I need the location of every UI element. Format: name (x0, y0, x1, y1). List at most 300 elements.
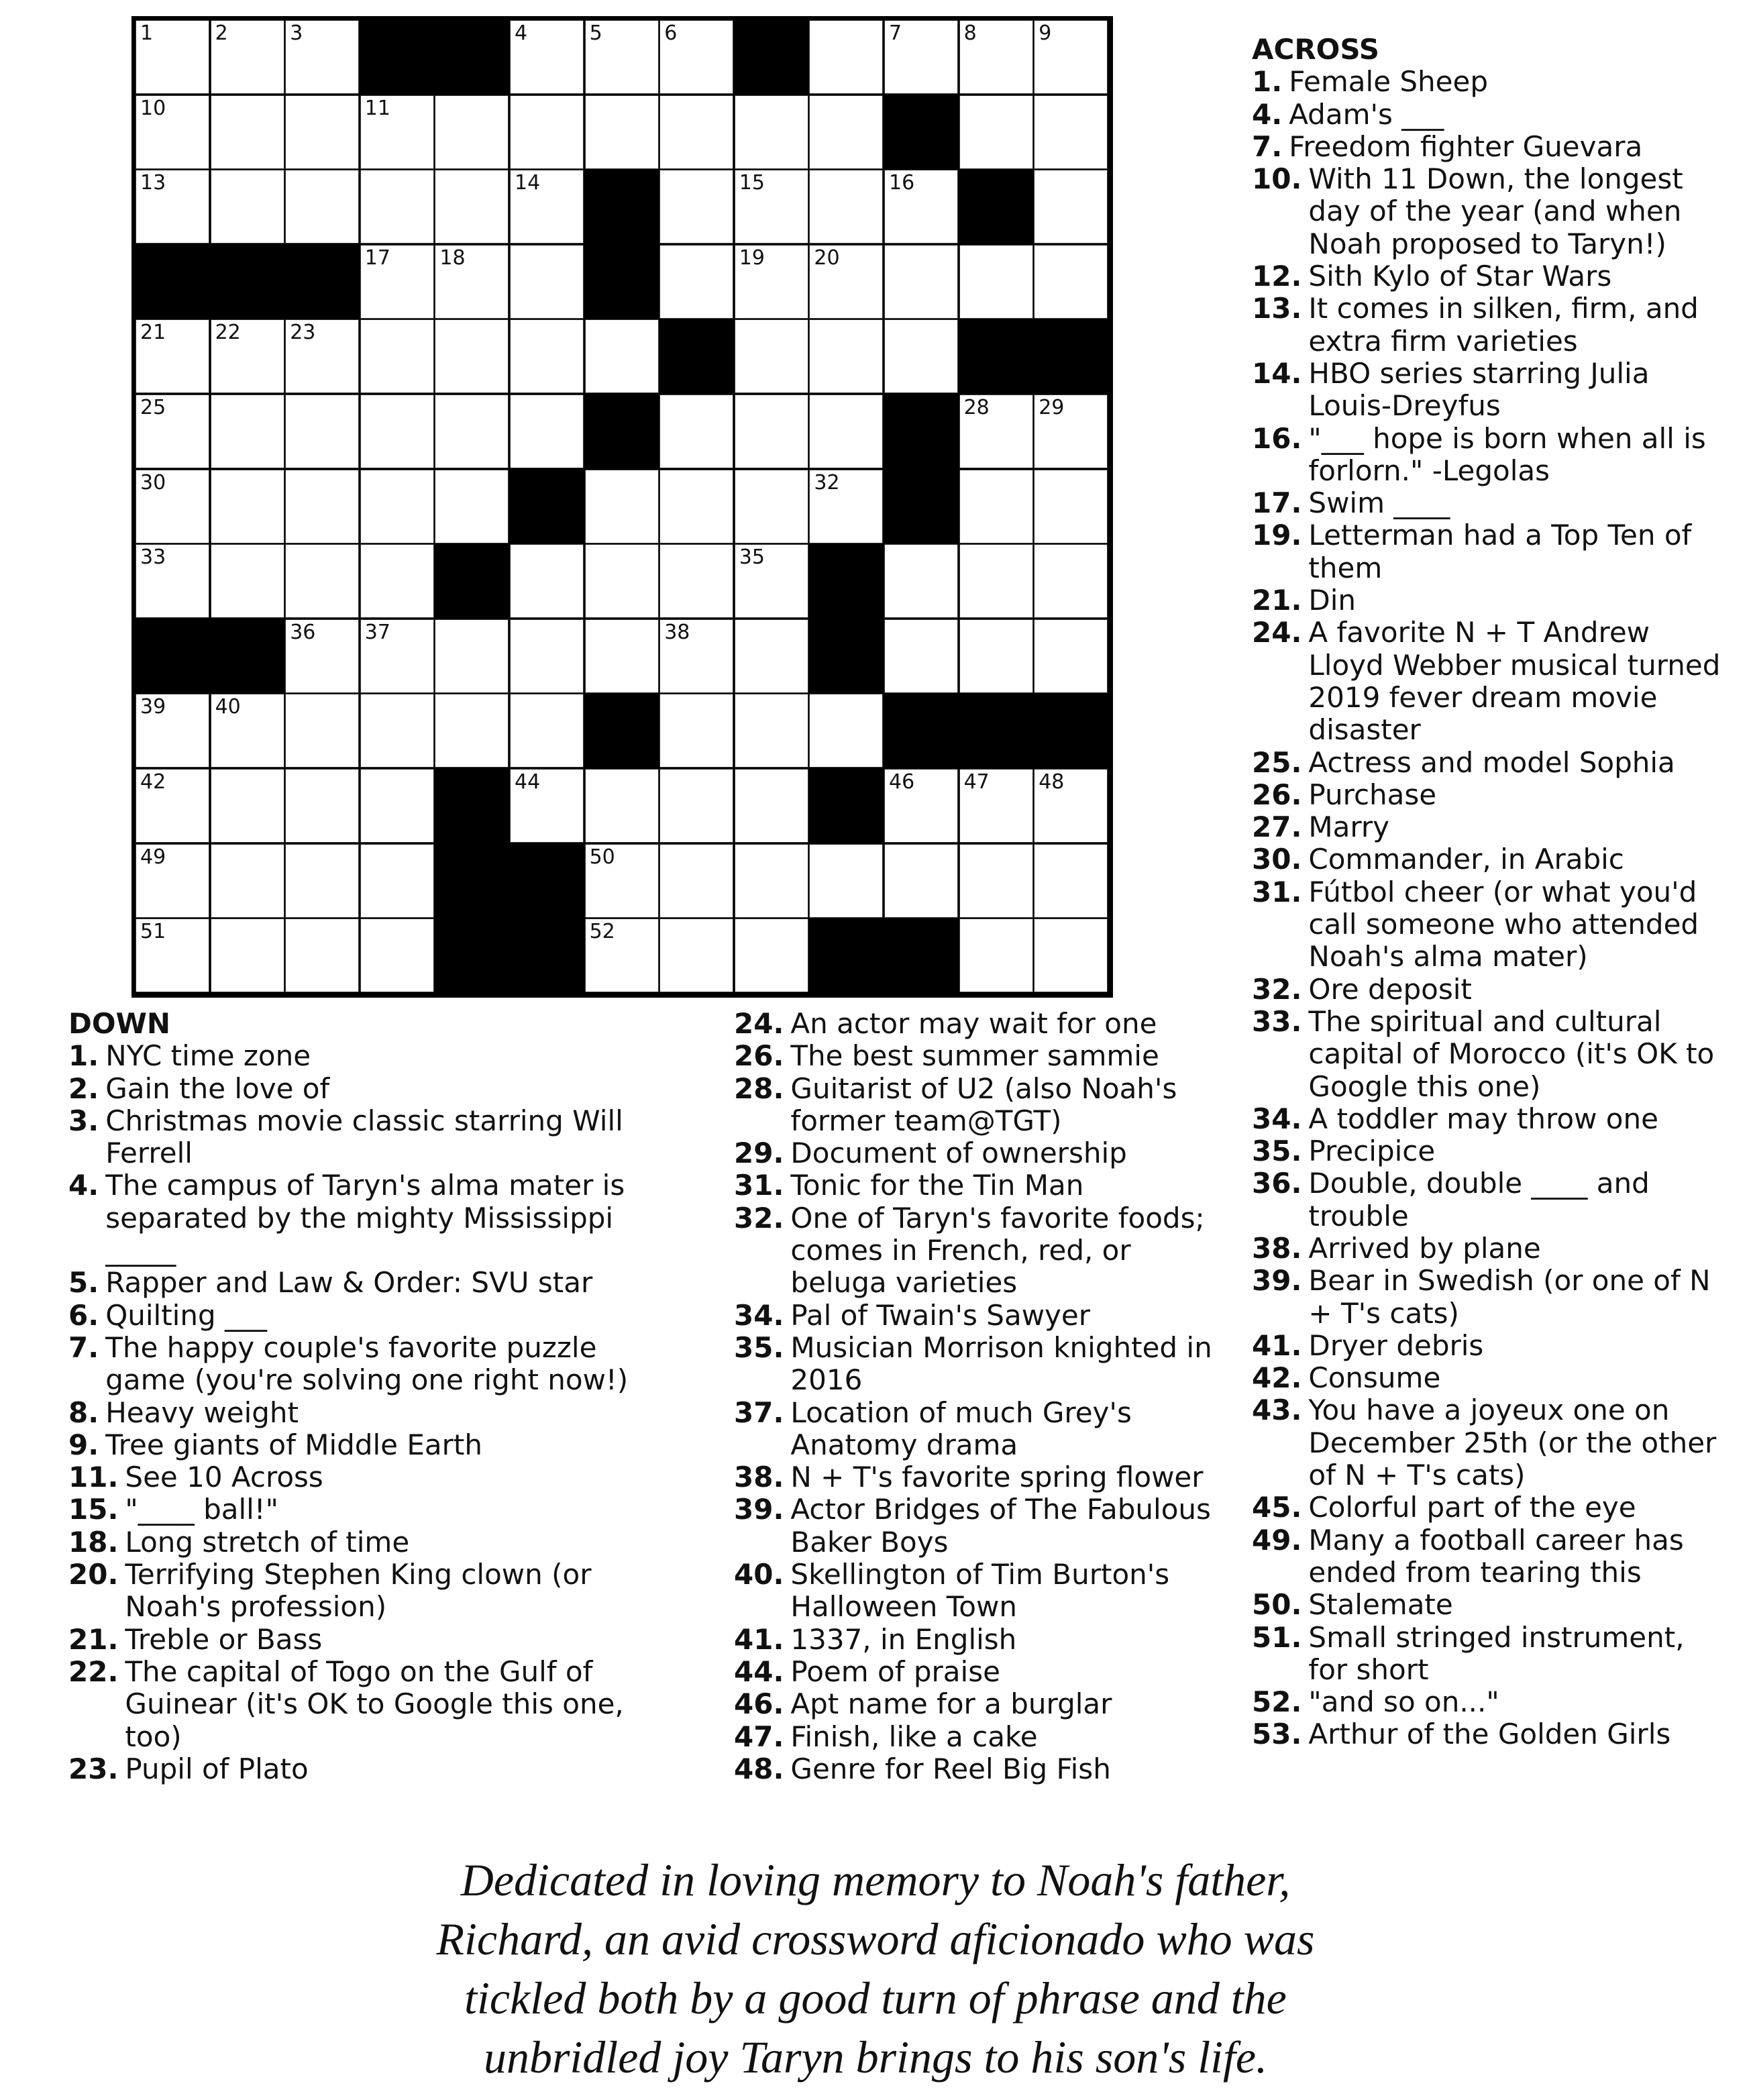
clue-item[interactable] (68, 1073, 659, 1105)
grid-cell[interactable] (1034, 245, 1108, 319)
clue-number: 2. (68, 1071, 99, 1105)
grid-cell[interactable] (360, 470, 434, 543)
across-heading: ACROSS (1252, 33, 1379, 66)
clue-item[interactable] (734, 1008, 1230, 1040)
grid-cell[interactable] (1034, 20, 1108, 94)
grid-cell[interactable] (735, 319, 808, 393)
clue-item[interactable] (1252, 1167, 1721, 1232)
grid-cell[interactable] (585, 20, 659, 94)
grid-cell[interactable] (510, 395, 584, 468)
clue-number: 14. (1252, 356, 1302, 390)
clue-text: Guitarist of U2 (also Noah's former team@TGT) (790, 1071, 1177, 1137)
grid-cell[interactable] (211, 319, 284, 393)
grid-cell[interactable] (285, 918, 359, 992)
grid-cell[interactable] (1034, 918, 1108, 992)
grid-block (435, 844, 509, 918)
clue-number: 22. (68, 1655, 119, 1688)
cell-number: 32 (814, 470, 840, 494)
grid-cell[interactable] (136, 319, 209, 393)
clue-text: Din (1308, 584, 1357, 617)
clue-item[interactable] (68, 1493, 659, 1526)
clue-number: 38. (1252, 1231, 1302, 1265)
clue-text: "____ ball!" (125, 1493, 278, 1526)
clue-item[interactable] (734, 1493, 1230, 1559)
clue-number: 32. (1252, 972, 1302, 1006)
grid-cell[interactable] (285, 769, 359, 843)
grid-cell[interactable] (585, 769, 659, 843)
grid-cell[interactable] (435, 319, 509, 393)
clue-number: 10. (1252, 162, 1302, 196)
dedication-text (201, 1850, 1550, 2087)
grid-cell[interactable] (659, 470, 733, 543)
grid-block (285, 245, 359, 319)
grid-cell[interactable] (285, 470, 359, 543)
grid-cell[interactable] (360, 918, 434, 992)
grid-cell[interactable] (510, 619, 584, 693)
clue-item[interactable] (1252, 779, 1721, 811)
clue-item[interactable] (1252, 1524, 1721, 1589)
grid-cell[interactable] (136, 918, 209, 992)
grid-cell[interactable] (211, 470, 284, 543)
clue-item[interactable] (1252, 487, 1721, 519)
clue-number: 1. (1252, 65, 1283, 99)
grid-cell[interactable] (659, 769, 733, 843)
grid-cell[interactable] (136, 395, 209, 468)
clue-text: NYC time zone (105, 1039, 311, 1073)
grid-cell[interactable] (136, 769, 209, 843)
clue-number: 15. (68, 1493, 119, 1526)
grid-cell[interactable] (211, 395, 284, 468)
grid-cell[interactable] (884, 544, 958, 618)
grid-cell[interactable] (659, 694, 733, 768)
grid-cell[interactable] (435, 95, 509, 169)
clue-item[interactable] (68, 1300, 659, 1332)
grid-cell[interactable] (1034, 95, 1108, 169)
clue-text: Fútbol cheer (or what you'd call someone who attended Noah's alma mater) (1308, 875, 1699, 974)
clue-number: 44. (734, 1655, 784, 1688)
clue-number: 12. (1252, 260, 1302, 293)
grid-cell[interactable] (360, 619, 434, 693)
grid-cell[interactable] (1034, 619, 1108, 693)
grid-block (211, 245, 284, 319)
grid-cell[interactable] (809, 245, 883, 319)
cell-number: 33 (140, 545, 166, 570)
clue-number: 35. (1252, 1135, 1302, 1168)
clue-text: Skellington of Tim Burton's Halloween Town (790, 1558, 1170, 1624)
clue-number: 16. (1252, 421, 1302, 455)
grid-cell[interactable] (884, 20, 958, 94)
cell-number: 5 (589, 21, 602, 45)
grid-cell[interactable] (884, 619, 958, 693)
clue-item[interactable] (1252, 1103, 1721, 1135)
grid-cell[interactable] (659, 20, 733, 94)
grid-block (585, 245, 659, 319)
grid-cell[interactable] (809, 319, 883, 393)
clue-item[interactable] (68, 1656, 659, 1753)
clue-item[interactable] (1252, 99, 1721, 131)
grid-cell[interactable] (360, 95, 434, 169)
clue-item[interactable] (68, 1753, 659, 1785)
clue-text: HBO series starring Julia Louis-Dreyfus (1308, 356, 1650, 423)
grid-cell[interactable] (285, 95, 359, 169)
clue-item[interactable] (68, 1429, 659, 1461)
grid-cell[interactable] (735, 619, 808, 693)
clue-text: With 11 Down, the longest day of the year (and when Noah proposed to Taryn!) (1308, 162, 1683, 260)
grid-block (435, 544, 509, 618)
grid-cell[interactable] (435, 619, 509, 693)
grid-cell[interactable] (959, 245, 1033, 319)
clue-number: 23. (68, 1752, 119, 1785)
clue-text: The best summer sammie (790, 1039, 1159, 1073)
clue-item[interactable] (734, 1073, 1230, 1138)
clue-number: 48. (734, 1752, 784, 1785)
grid-cell[interactable] (510, 170, 584, 244)
clue-item[interactable] (1252, 1686, 1721, 1718)
clue-item[interactable] (68, 1526, 659, 1559)
cell-number: 21 (140, 321, 166, 345)
clue-item[interactable] (734, 1688, 1230, 1720)
clue-item[interactable] (734, 1300, 1230, 1332)
grid-cell[interactable] (659, 619, 733, 693)
clue-number: 46. (734, 1687, 784, 1721)
cell-number: 22 (215, 321, 241, 345)
grid-cell[interactable] (735, 694, 808, 768)
grid-cell[interactable] (884, 844, 958, 918)
clue-text: Actress and model Sophia (1308, 745, 1675, 779)
clue-number: 39. (1252, 1264, 1302, 1298)
grid-cell[interactable] (659, 544, 733, 618)
clue-item[interactable] (68, 1105, 659, 1170)
clue-item[interactable] (1252, 1006, 1721, 1103)
grid-cell[interactable] (360, 245, 434, 319)
clue-text: Purchase (1308, 778, 1437, 811)
grid-cell[interactable] (211, 918, 284, 992)
clue-item[interactable] (1252, 1622, 1721, 1687)
grid-cell[interactable] (360, 170, 434, 244)
grid-cell[interactable] (285, 170, 359, 244)
clue-item[interactable] (68, 1461, 659, 1493)
clue-item[interactable] (734, 1624, 1230, 1656)
grid-cell[interactable] (1034, 470, 1108, 543)
cell-number: 20 (814, 246, 840, 270)
grid-cell[interactable] (136, 694, 209, 768)
grid-cell[interactable] (510, 245, 584, 319)
grid-cell[interactable] (959, 544, 1033, 618)
cell-number: 18 (439, 246, 466, 270)
clue-text: Location of much Grey's Anatomy drama (790, 1396, 1132, 1461)
grid-cell[interactable] (585, 470, 659, 543)
grid-cell[interactable] (884, 245, 958, 319)
clue-item[interactable] (734, 1721, 1230, 1753)
clue-item[interactable] (68, 1332, 659, 1397)
clue-number: 8. (68, 1396, 99, 1429)
grid-cell[interactable] (959, 918, 1033, 992)
grid-cell[interactable] (735, 918, 808, 992)
grid-cell[interactable] (809, 395, 883, 468)
dedication-line: Dedicated in loving memory to Noah's father, (460, 1854, 1291, 1905)
grid-cell[interactable] (659, 95, 733, 169)
clue-item[interactable] (1252, 1718, 1721, 1750)
grid-cell[interactable] (959, 395, 1033, 468)
clue-item[interactable] (1252, 1232, 1721, 1265)
grid-cell[interactable] (435, 170, 509, 244)
clue-item[interactable] (734, 1040, 1230, 1072)
clue-number: 25. (1252, 745, 1302, 779)
grid-block (884, 694, 958, 768)
grid-cell[interactable] (809, 20, 883, 94)
cell-number: 25 (140, 396, 166, 419)
grid-block (809, 918, 883, 992)
clue-item[interactable] (1252, 747, 1721, 779)
grid-cell[interactable] (285, 544, 359, 618)
grid-cell[interactable] (211, 769, 284, 843)
grid-block (435, 918, 509, 992)
grid-cell[interactable] (360, 319, 434, 393)
grid-cell[interactable] (585, 95, 659, 169)
grid-cell[interactable] (1034, 395, 1108, 468)
cell-number: 35 (739, 545, 765, 570)
grid-block (585, 170, 659, 244)
grid-cell[interactable] (136, 544, 209, 618)
clue-item[interactable] (1252, 66, 1721, 98)
clue-item[interactable] (1252, 617, 1721, 746)
clue-text: 1337, in English (790, 1622, 1017, 1656)
clue-item[interactable] (1252, 843, 1721, 876)
clue-number: 42. (1252, 1361, 1302, 1395)
clue-number: 1. (68, 1039, 99, 1073)
cell-number: 29 (1039, 396, 1065, 419)
grid-block (809, 769, 883, 843)
grid-cell[interactable] (435, 395, 509, 468)
clue-item[interactable] (68, 1040, 659, 1072)
grid-cell[interactable] (211, 20, 284, 94)
clue-item[interactable] (734, 1461, 1230, 1493)
clue-text: Christmas movie classic starring Will Ferrell (105, 1104, 623, 1170)
clue-text: Double, double ____ and trouble (1308, 1167, 1650, 1232)
clue-number: 33. (1252, 1004, 1302, 1038)
clue-number: 50. (1252, 1588, 1302, 1622)
grid-cell[interactable] (1034, 544, 1108, 618)
clue-item[interactable] (1252, 1491, 1721, 1524)
grid-cell[interactable] (959, 844, 1033, 918)
grid-cell[interactable] (735, 844, 808, 918)
grid-cell[interactable] (435, 694, 509, 768)
grid-cell[interactable] (959, 20, 1033, 94)
grid-cell[interactable] (285, 20, 359, 94)
grid-cell[interactable] (1034, 844, 1108, 918)
grid-cell[interactable] (136, 170, 209, 244)
grid-cell[interactable] (659, 844, 733, 918)
grid-cell[interactable] (659, 395, 733, 468)
grid-cell[interactable] (735, 395, 808, 468)
grid-cell[interactable] (510, 544, 584, 618)
grid-cell[interactable] (285, 319, 359, 393)
grid-block (360, 20, 434, 94)
clue-item[interactable] (1252, 811, 1721, 843)
clue-text: Genre for Reel Big Fish (790, 1752, 1111, 1785)
clue-number: 41. (734, 1622, 784, 1656)
clue-item[interactable] (734, 1202, 1230, 1300)
cell-number: 48 (1039, 770, 1065, 794)
clue-text: Dryer debris (1308, 1328, 1484, 1362)
grid-cell[interactable] (1034, 769, 1108, 843)
cell-number: 17 (364, 246, 390, 270)
grid-cell[interactable] (585, 918, 659, 992)
clue-text: "___ hope is born when all is forlorn." -Legolas (1308, 421, 1706, 487)
grid-cell[interactable] (136, 20, 209, 94)
clue-item[interactable] (1252, 1135, 1721, 1167)
grid-cell[interactable] (211, 170, 284, 244)
grid-cell[interactable] (285, 844, 359, 918)
dedication-line: tickled both by a good turn of phrase and the (464, 1973, 1287, 2024)
clue-number: 29. (734, 1137, 784, 1170)
grid-cell[interactable] (809, 844, 883, 918)
clue-item[interactable] (734, 1137, 1230, 1169)
clue-number: 35. (734, 1330, 784, 1364)
grid-cell[interactable] (884, 319, 958, 393)
grid-cell[interactable] (435, 245, 509, 319)
down-clue-list-left (68, 1040, 659, 1785)
grid-cell[interactable] (510, 20, 584, 94)
clue-item[interactable] (1252, 163, 1721, 260)
cell-number: 23 (290, 321, 316, 345)
clue-item[interactable] (1252, 358, 1721, 423)
grid-block (884, 470, 958, 543)
grid-cell[interactable] (585, 544, 659, 618)
grid-cell[interactable] (735, 245, 808, 319)
clue-number: 17. (1252, 486, 1302, 520)
clue-item[interactable] (734, 1656, 1230, 1688)
grid-cell[interactable] (1034, 170, 1108, 244)
grid-cell[interactable] (884, 769, 958, 843)
clue-text: A toddler may throw one (1308, 1102, 1658, 1135)
clue-item[interactable] (734, 1559, 1230, 1624)
clue-item[interactable] (68, 1559, 659, 1624)
grid-cell[interactable] (211, 95, 284, 169)
grid-cell[interactable] (959, 95, 1033, 169)
grid-cell[interactable] (211, 694, 284, 768)
grid-cell[interactable] (735, 544, 808, 618)
clue-item[interactable] (1252, 974, 1721, 1006)
clue-item[interactable] (1252, 519, 1721, 584)
grid-cell[interactable] (360, 844, 434, 918)
clue-item[interactable] (1252, 131, 1721, 163)
dedication-line: unbridled joy Taryn brings to his son's life. (483, 2032, 1268, 2083)
grid-cell[interactable] (510, 769, 584, 843)
clue-item[interactable] (1252, 423, 1721, 488)
grid-cell[interactable] (510, 694, 584, 768)
clue-number: 41. (1252, 1328, 1302, 1362)
grid-cell[interactable] (360, 769, 434, 843)
clue-item[interactable] (1252, 876, 1721, 974)
clue-item[interactable] (1252, 260, 1721, 293)
clue-item[interactable] (1252, 1394, 1721, 1491)
cell-number: 8 (963, 21, 977, 45)
grid-block (959, 170, 1033, 244)
grid-cell[interactable] (659, 918, 733, 992)
grid-block (884, 918, 958, 992)
clue-item[interactable] (1252, 584, 1721, 617)
grid-cell[interactable] (809, 95, 883, 169)
grid-cell[interactable] (884, 170, 958, 244)
clue-item[interactable] (1252, 1265, 1721, 1330)
clue-text: Gain the love of (105, 1071, 330, 1105)
grid-cell[interactable] (211, 844, 284, 918)
grid-cell[interactable] (959, 769, 1033, 843)
grid-cell[interactable] (809, 694, 883, 768)
grid-cell[interactable] (735, 170, 808, 244)
clue-text: Ore deposit (1308, 972, 1472, 1006)
clue-item[interactable] (1252, 1330, 1721, 1362)
clue-text: Long stretch of time (125, 1525, 410, 1559)
clue-item[interactable] (734, 1397, 1230, 1462)
grid-cell[interactable] (435, 470, 509, 543)
clue-item[interactable] (68, 1624, 659, 1656)
grid-cell[interactable] (659, 170, 733, 244)
grid-cell[interactable] (735, 95, 808, 169)
grid-cell[interactable] (360, 395, 434, 468)
clue-number: 34. (1252, 1102, 1302, 1135)
grid-cell[interactable] (809, 170, 883, 244)
clue-number: 13. (1252, 292, 1302, 325)
grid-cell[interactable] (510, 319, 584, 393)
grid-cell[interactable] (360, 544, 434, 618)
clue-item[interactable] (734, 1169, 1230, 1202)
clue-number: 47. (734, 1720, 784, 1753)
clue-item[interactable] (68, 1169, 659, 1267)
grid-block (959, 694, 1033, 768)
clue-text: Letterman had a Top Ten of them (1308, 519, 1692, 584)
grid-cell[interactable] (136, 470, 209, 543)
grid-cell[interactable] (735, 470, 808, 543)
grid-cell[interactable] (285, 694, 359, 768)
cell-number: 3 (290, 21, 303, 45)
grid-cell[interactable] (510, 95, 584, 169)
grid-cell[interactable] (809, 470, 883, 543)
grid-cell[interactable] (585, 619, 659, 693)
clue-item[interactable] (1252, 293, 1721, 358)
grid-cell[interactable] (959, 619, 1033, 693)
down-clues-continued (734, 1008, 1230, 1785)
grid-cell[interactable] (735, 769, 808, 843)
clue-text: Freedom fighter Guevara (1289, 129, 1643, 163)
grid-cell[interactable] (136, 95, 209, 169)
grid-cell[interactable] (659, 245, 733, 319)
grid-cell[interactable] (136, 844, 209, 918)
grid-block (809, 619, 883, 693)
grid-cell[interactable] (285, 619, 359, 693)
clue-item[interactable] (734, 1332, 1230, 1397)
clue-item[interactable] (1252, 1589, 1721, 1621)
clue-item[interactable] (68, 1267, 659, 1299)
clue-number: 26. (734, 1039, 784, 1073)
grid-cell[interactable] (360, 694, 434, 768)
clue-number: 27. (1252, 810, 1302, 844)
clue-text: Finish, like a cake (790, 1720, 1038, 1753)
clue-text: Tree giants of Middle Earth (105, 1428, 482, 1461)
grid-cell[interactable] (959, 470, 1033, 543)
clue-item[interactable] (68, 1397, 659, 1429)
clue-item[interactable] (734, 1753, 1230, 1785)
clue-number: 19. (1252, 519, 1302, 552)
grid-cell[interactable] (585, 319, 659, 393)
grid-cell[interactable] (585, 844, 659, 918)
grid-cell[interactable] (211, 544, 284, 618)
cell-number: 19 (739, 246, 765, 270)
clue-number: 11. (68, 1461, 119, 1494)
grid-cell[interactable] (285, 395, 359, 468)
clue-item[interactable] (1252, 1362, 1721, 1394)
